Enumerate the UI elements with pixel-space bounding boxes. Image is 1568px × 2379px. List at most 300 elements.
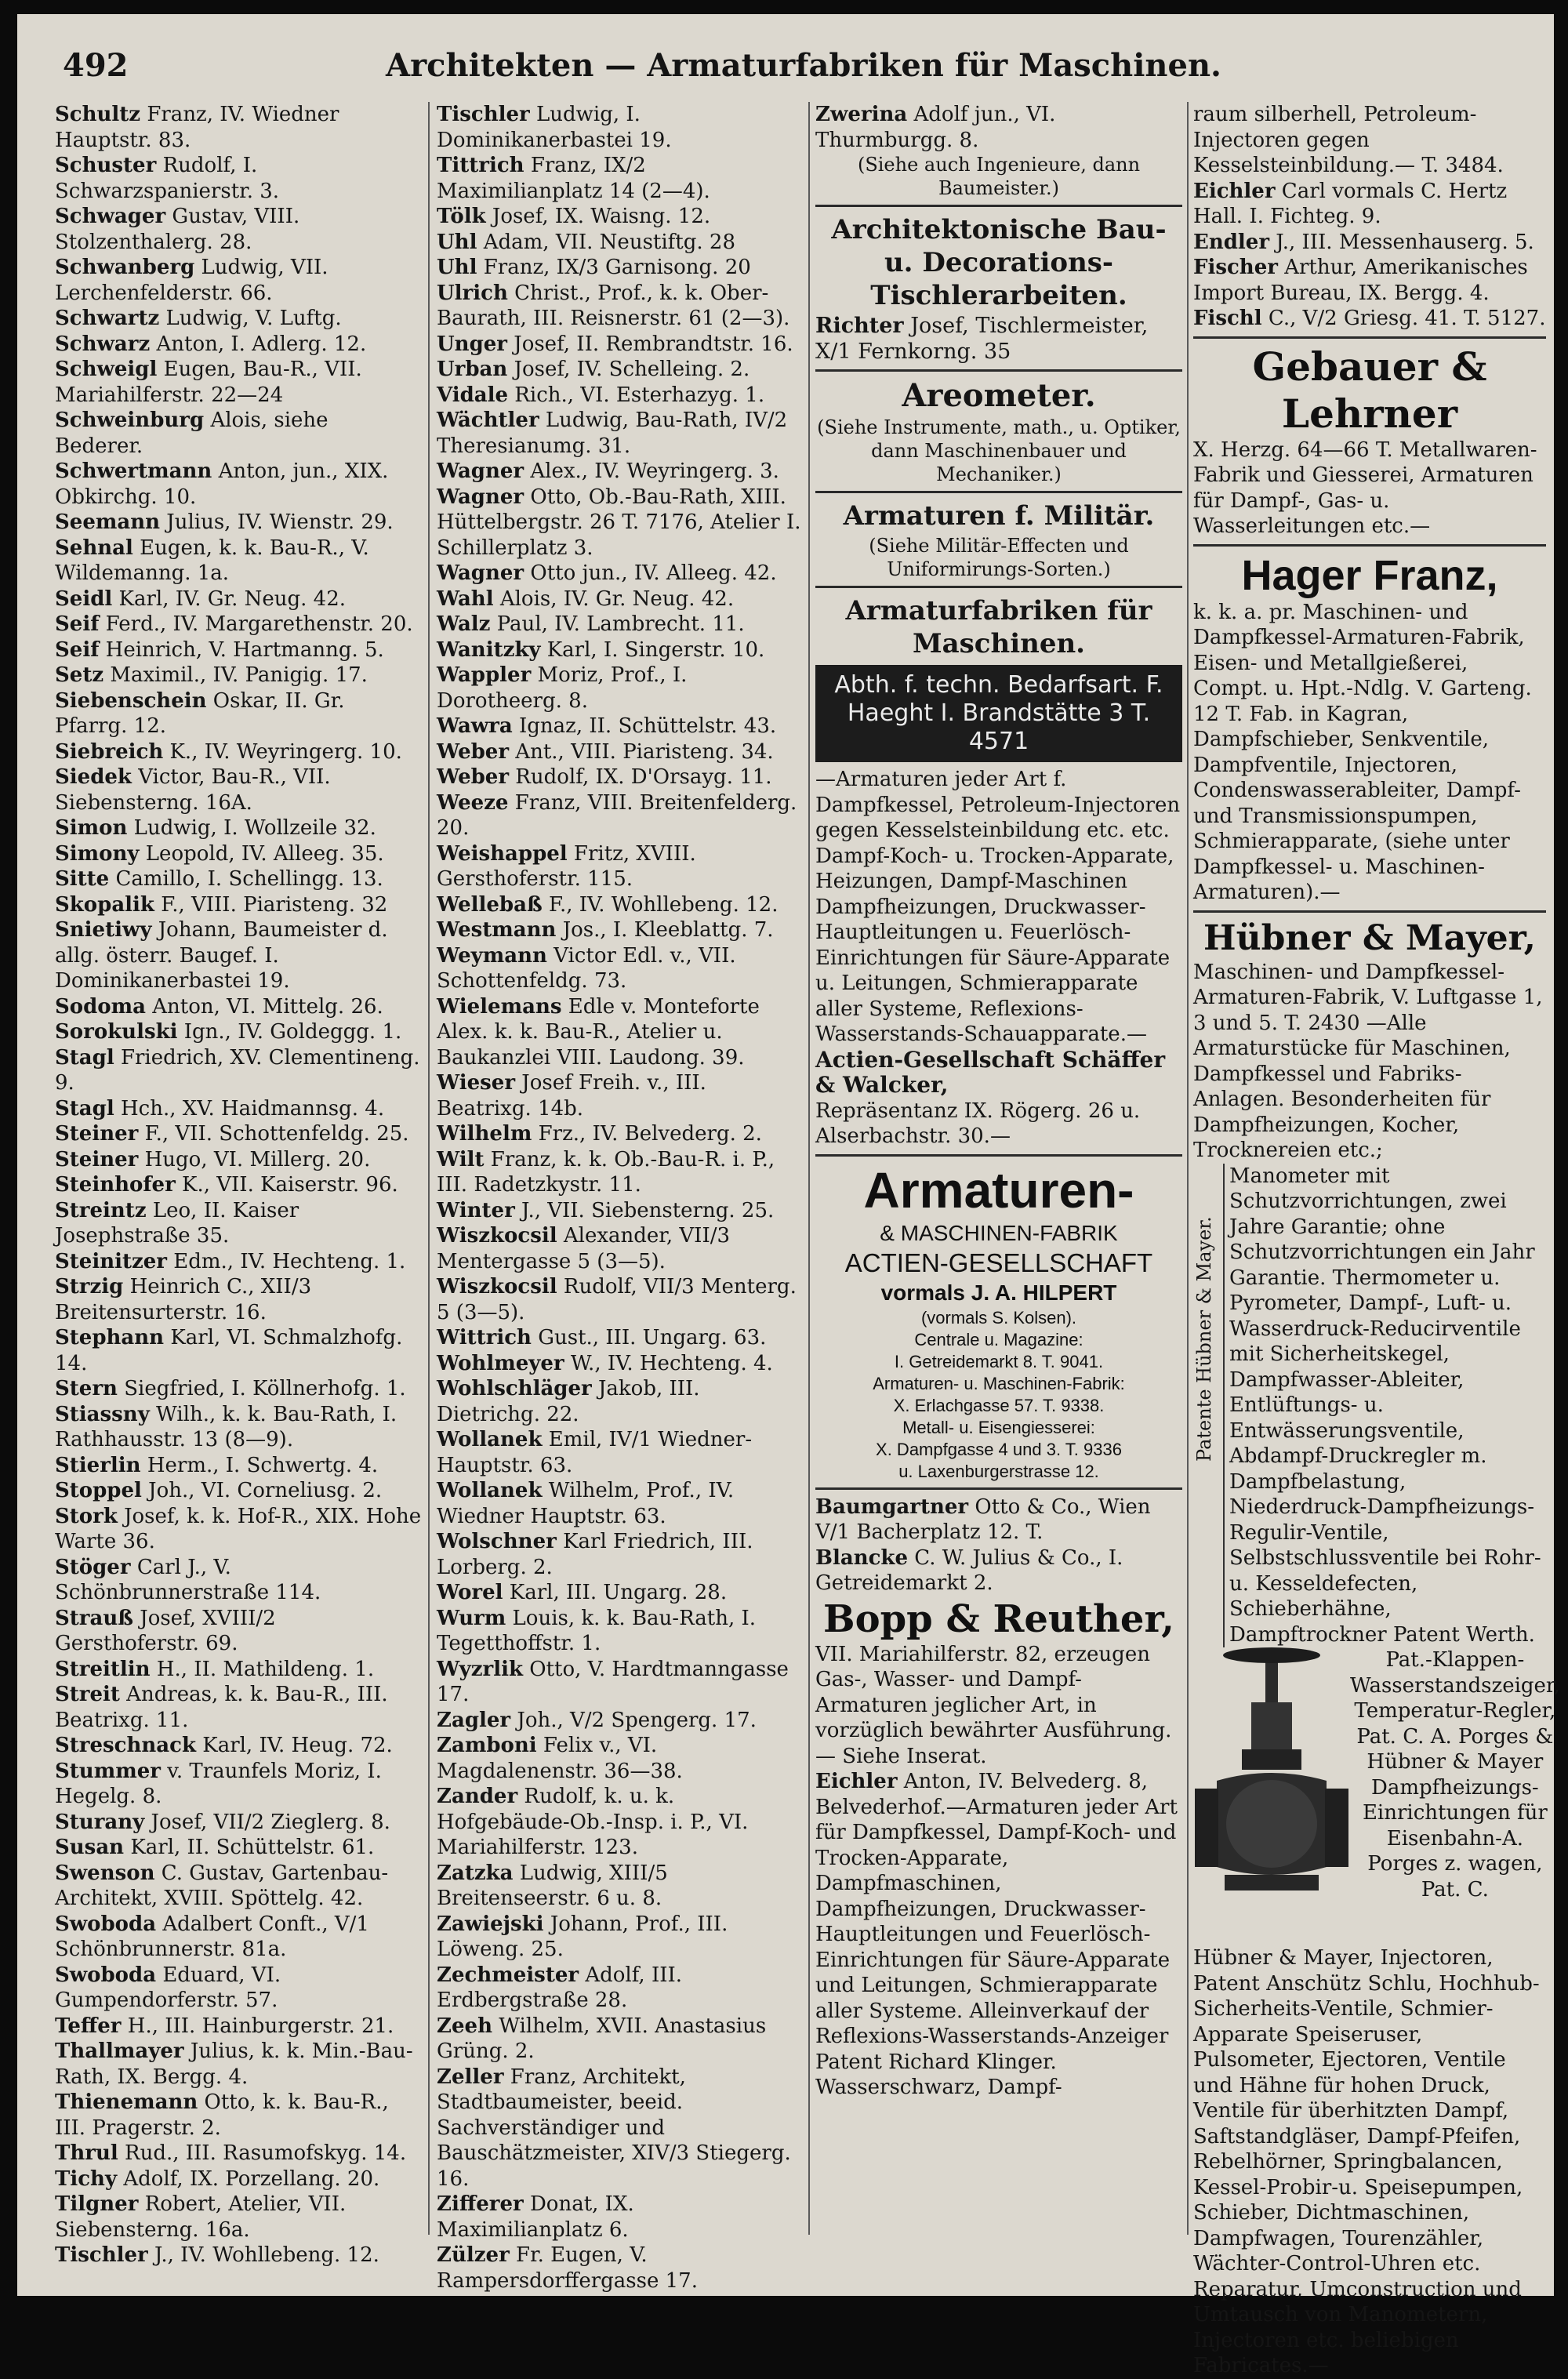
entry-name: Tölk <box>437 205 486 228</box>
entry-details: Eugen, k. k. Bau-R., V. Wildemanng. 1a. <box>55 536 369 585</box>
directory-entry <box>437 1529 804 1580</box>
directory-entry <box>55 1912 422 1963</box>
entry-details: Ign., IV. Goldeggg. 1. <box>177 1020 402 1044</box>
continued-text: raum silberhell, Petroleum-Injectoren gegen Kesselsteinbildung.— T. 3484. <box>1193 103 1504 177</box>
entry-name: Baumgartner <box>815 1495 969 1519</box>
directory-entry <box>55 1759 422 1810</box>
patent-list <box>1193 1164 1546 1648</box>
entry-details: Siegfried, I. Köllnerhofg. 1. <box>117 1377 406 1400</box>
entry-name: Wielemans <box>437 994 562 1019</box>
directory-entry <box>55 587 422 612</box>
directory-entry <box>55 1249 422 1275</box>
ad-line: X. Erlachgasse 57. T. 9338. <box>893 1395 1105 1415</box>
section-divider <box>815 586 1182 588</box>
entry-name: Stummer <box>55 1759 161 1783</box>
directory-entry <box>815 1769 1182 2101</box>
entry-name: Schwarz <box>55 332 151 356</box>
directory-entry <box>437 1606 804 1657</box>
entry-name: Weishappel <box>437 841 568 866</box>
entry-name: Wagner <box>437 561 524 585</box>
ad-text: k. k. a. pr. Maschinen- und Dampfkessel-Armaturen-Fabrik, Eisen- und Metallgießerei, Compt. u. Hpt.-Ndlg. V. Garteng. 12 T. Fab. in Kagran, Dampfschieber, Senkventile, Dampfventile, Injectoren, Condenswasserableiter, Dampf- und Transmissionspumpen, Schmierapparate, (siehe unter Dampfkessel- u. Maschinen-Armaturen).— <box>1193 600 1532 904</box>
entry-details: Anton, VI. Mittelg. 26. <box>146 994 383 1019</box>
directory-entry <box>437 1708 804 1734</box>
entry-details: Fr. Eugen, V. Rampersdorffergasse 17. <box>437 2243 698 2293</box>
entry-name: Stagl <box>55 1096 114 1120</box>
directory-entry <box>55 1478 422 1504</box>
directory-entry <box>55 892 422 918</box>
directory-entry <box>55 612 422 637</box>
entry-details: Louis, k. k. Bau-Rath, I. Tegetthoffstr. 1. <box>437 1606 757 1655</box>
entry-details: Josef, XVIII/2 Gersthoferstr. 69. <box>55 1606 276 1655</box>
entry-details: Ludwig, XIII/5 Breitenseerstr. 6 u. 8. <box>437 1861 668 1910</box>
directory-entry <box>55 1810 422 1836</box>
section-heading-armaturen-militaer: Armaturen f. Militär. <box>843 500 1155 532</box>
column-1 <box>55 102 422 2267</box>
entry-details: Carl vormals C. Hertz Hall. I. Fichteg. 9. <box>1193 179 1508 228</box>
entry-details: Hch., XV. Haidmannsg. 4. <box>114 1096 385 1120</box>
entry-details: F., IV. Wohllebeng. 12. <box>542 892 779 917</box>
directory-entry <box>437 2014 804 2065</box>
entry-details: Wilhelm, Prof., IV. Wiedner Hauptstr. 63. <box>437 1479 735 1528</box>
entry-details: Franz, Architekt, Stadtbaumeister, beeid. Sachverständiger und Bauschätzmeister, XIV/3 Stiegerg. 16. <box>437 2065 791 2191</box>
directory-entry <box>55 536 422 587</box>
directory-entry <box>55 1096 422 1122</box>
entry-details: Julius, k. k. Min.-Bau-Rath, IX. Bergg. 4. <box>55 2039 413 2089</box>
directory-entry <box>437 204 804 230</box>
entry-details: Karl Friedrich, III. Lorberg. 2. <box>437 1530 753 1579</box>
section-heading-armaturfabriken: Armaturfabriken für Maschinen. <box>845 595 1152 659</box>
entry-name: Seif <box>55 612 100 636</box>
patent-items <box>1223 1164 1546 1648</box>
entry-details: Emil, IV/1 Wiedner-Hauptstr. 63. <box>437 1428 753 1477</box>
directory-entry <box>437 332 804 358</box>
entry-name: Stierlin <box>55 1453 141 1477</box>
directory-entry <box>437 1580 804 1606</box>
directory-entry <box>55 2141 422 2167</box>
directory-entry <box>437 1147 804 1198</box>
section-heading-tischlerarbeiten: Architektonische Bau- u. Decorations-Tischlerarbeiten. <box>831 214 1167 311</box>
directory-entry <box>437 1963 804 2014</box>
directory-entry <box>55 306 422 332</box>
directory-entry <box>437 1427 804 1478</box>
entry-name: Blancke <box>815 1545 908 1570</box>
entry-details: Christ., Prof., k. k. Ober-Baurath, III. Reisnerstr. 61 (2—3). <box>437 281 790 330</box>
entry-details: Alois, siehe Bederer. <box>55 409 328 458</box>
directory-entry <box>437 1861 804 1912</box>
section-divider <box>815 491 1182 493</box>
entry-name: Wollanek <box>437 1479 543 1502</box>
entry-details: Heinrich, V. Hartmanng. 5. <box>99 637 384 662</box>
directory-entry <box>55 1504 422 1555</box>
directory-entry <box>55 663 422 688</box>
entry-name: Strauß <box>55 1606 133 1630</box>
directory-entry <box>1193 179 1546 230</box>
entry-details: Eugen, Bau-R., VII. Mariahilferstr. 22—24 <box>55 358 362 407</box>
entry-name: Stern <box>55 1377 118 1400</box>
directory-entry <box>55 1402 422 1453</box>
entry-name: Wiszkocsil <box>437 1275 557 1298</box>
ad-text: VII. Mariahilferstr. 82, erzeugen Gas-, Wasser- und Dampf-Armaturen jeglicher Art, in vorzüglich bewährter Ausführung.— Siehe Inserat. <box>815 1642 1172 1768</box>
directory-entry <box>437 230 804 256</box>
entry-name: Fischl <box>1193 307 1262 330</box>
directory-entry <box>55 1606 422 1657</box>
entry-details: Herm., I. Schwertg. 4. <box>140 1453 379 1477</box>
entry-details: Edle v. Monteforte Alex. k. k. Bau-R., Atelier u. Baukanzlei VIII. Laudong. 39. <box>437 994 760 1070</box>
directory-entry <box>437 459 804 485</box>
directory-entry <box>437 1070 804 1121</box>
directory-entry <box>437 561 804 587</box>
entry-name: Schwanberg <box>55 256 195 279</box>
entry-name: Skopalik <box>55 892 154 917</box>
directory-entry <box>815 102 1182 153</box>
section-divider <box>1193 910 1546 913</box>
directory-entry <box>437 1733 804 1784</box>
entry-name: Winter <box>437 1198 515 1222</box>
entry-name: Setz <box>55 663 104 687</box>
directory-entry <box>815 1545 1182 1596</box>
directory-entry <box>437 1784 804 1861</box>
entry-details: Karl, VI. Schmalzhofg. 14. <box>55 1326 403 1375</box>
entry-details: Josef, VII/2 Zieglerg. 8. <box>144 1810 390 1834</box>
ad-line: u. Laxenburgerstrasse 12. <box>898 1461 1099 1481</box>
directory-entry <box>437 917 804 943</box>
entry-name: Eichler <box>1193 179 1276 203</box>
column-2 <box>437 102 804 2293</box>
entry-name: Weber <box>437 739 510 764</box>
entry-details: Edm., IV. Hechteng. 1. <box>167 1249 406 1273</box>
entry-details: Donat, IX. Maximilianplatz 6. <box>437 2192 634 2242</box>
column-divider <box>1187 102 1189 2235</box>
section-divider <box>815 1487 1182 1490</box>
entry-details: Ludwig, Bau-Rath, IV/2 Theresianumg. 31. <box>437 409 788 458</box>
entry-name: Wellebaß <box>437 892 543 917</box>
entry-details: Otto jun., IV. Alleeg. 42. <box>524 561 777 585</box>
entry-name: Zander <box>437 1785 518 1808</box>
entry-name: Siedek <box>55 765 132 789</box>
entry-name: Endler <box>1193 230 1270 254</box>
ad-text: —Armaturen jeder Art f. Dampfkessel, Petroleum-Injectoren gegen Kesselsteinbildung etc. etc. Dampf-Koch- u. Trocken-Apparate, Heizungen, Dampf-Maschinen Dampfheizungen, Druckwasser-Hauptleitungen u. Feuerlösch-Einrichtungen für Säure-Apparate u. Leitungen, Schmierapparate aller Systeme, Reflexions-Wasserstands-Schauapparate.— <box>815 768 1181 1046</box>
section-divider <box>815 205 1182 207</box>
entry-details: Anton, IV. Belvederg. 8, Belvederhof.—Armaturen jeder Art für Dampfkessel, Dampf-Koch- und Trocken-Apparate, Dampfmaschinen, Dampfheizungen, Druckwasser-Hauptleitungen und Feuerlösch-Einrichtungen für Säure-Apparate und Leitungen, Schmierapparate aller Systeme. Alleinverkauf der Reflexions-Wasserstands-Anzeiger Patent Richard Klinger. Wasserschwarz, Dampf- <box>815 1770 1178 2099</box>
directory-entry <box>55 688 422 739</box>
entry-name: Swenson <box>55 1861 155 1885</box>
entry-name: Richter <box>815 314 904 338</box>
directory-entry <box>815 314 1182 365</box>
ad-text: X. Herzg. 64—66 T. Metallwaren-Fabrik und Giesserei, Armaturen für Dampf-, Gas- u. Wasserleitungen etc.— <box>1193 438 1537 538</box>
entry-details: Heinrich C., XII/3 Breitensurterstr. 16. <box>55 1275 312 1324</box>
entry-name: Thienemann <box>55 2090 198 2114</box>
directory-entry <box>55 765 422 815</box>
entry-name: Wiszkocsil <box>437 1224 557 1248</box>
entry-name: Weeze <box>437 790 509 815</box>
entry-name: Ulrich <box>437 281 508 305</box>
entry-details: Maximil., IV. Panigig. 17. <box>103 663 368 687</box>
entry-name: Steinitzer <box>55 1249 167 1273</box>
entry-name: Tittrich <box>437 154 524 177</box>
directory-entry <box>55 102 422 153</box>
column-divider <box>808 102 810 2235</box>
directory-entry <box>55 739 422 765</box>
entry-name: Stiassny <box>55 1402 150 1426</box>
entry-details: C. Gustav, Gartenbau-Architekt, XVIII. Spöttelg. 42. <box>55 1861 389 1910</box>
entry-details: Ant., VIII. Piaristeng. 34. <box>509 739 774 764</box>
directory-entry <box>55 1325 422 1376</box>
entry-details: Victor Edl. v., VII. Schottenfeldg. 73. <box>437 943 736 993</box>
entry-name: Schuster <box>55 154 157 177</box>
entry-details: Victor, Bau-R., VII. Siebensterng. 16A. <box>55 765 331 815</box>
directory-entry <box>55 357 422 408</box>
entry-details: Wilhelm, XVII. Anastasius Grüng. 2. <box>437 2014 767 2063</box>
directory-entry <box>437 994 804 1071</box>
entry-details: Franz, VIII. Breitenfelderg. 20. <box>437 790 797 840</box>
entry-name: Susan <box>55 1836 125 1859</box>
entry-name: Zawiejski <box>437 1912 544 1936</box>
entry-name: Wohlschläger <box>437 1377 592 1400</box>
entry-name: Thrul <box>55 2141 118 2165</box>
directory-entry <box>1193 255 1546 306</box>
entry-details: Ludwig, I. Dominikanerbastei 19. <box>437 103 672 152</box>
entry-details: Leopold, IV. Alleeg. 35. <box>139 841 384 866</box>
entry-name: Wittrich <box>437 1326 532 1349</box>
directory-entry <box>55 204 422 255</box>
directory-entry <box>437 102 804 153</box>
directory-entry <box>55 408 422 459</box>
entry-details: J., III. Messenhauserg. 5. <box>1269 230 1534 254</box>
directory-entry <box>437 587 804 612</box>
entry-name: Wächtler <box>437 409 539 432</box>
entry-name: Uhl <box>437 230 477 254</box>
directory-entry <box>55 1376 422 1402</box>
patent-items-text: Manometer mit Schutzvorrichtungen, zwei Jahre Garantie; ohne Schutzvorrichtungen ein Jahr Garantie. Thermometer u. Pyrometer, Dampf-, Luft- u. Wasserdruck-Reducirventile mit Sicherheitskegel, Dampfwasser-Ableiter, Entlüftungs- u. Entwässerungsventile, Abdampf-Druckregler m. Dampfbelastung, Niederdruck-Dampfheizungs-Regulir-Ventile, Selbstschlussventile bei Rohr-u. Kesseldefecten, Schieberhähne, Dampftrockner Patent Werth. <box>1229 1164 1541 1647</box>
entry-details: Jakob, III. Dietrichg. 22. <box>437 1377 700 1426</box>
entry-name: Schweinburg <box>55 409 205 432</box>
entry-name: Wanitzky <box>437 637 541 662</box>
entry-name: Thallmayer <box>55 2039 184 2063</box>
ad-text: Maschinen- und Dampfkessel-Armaturen-Fabrik, V. Luftgasse 1, 3 und 5. T. 2430 —Alle Armaturstücke für Maschinen, Dampfkessel und Fabriks-Anlagen. Besonderheiten für Dampfheizungen, Kocher, Trocknereien etc.; <box>1193 960 1543 1162</box>
entry-details: H., II. Mathildeng. 1. <box>150 1657 375 1681</box>
entry-name: Zechmeister <box>437 1963 579 1987</box>
entry-details: Anton, jun., XIX. Obkirchg. 10. <box>55 459 389 509</box>
entry-name: Swoboda <box>55 1963 157 1987</box>
entry-details: Ferd., IV. Margarethenstr. 20. <box>99 612 413 636</box>
entry-details: K., VII. Kaiserstr. 96. <box>175 1173 398 1197</box>
entry-details: Josef Freih. v., III. Beatrixg. 14b. <box>437 1071 706 1120</box>
directory-entry <box>55 1198 422 1249</box>
directory-entry <box>55 1733 422 1759</box>
page-number: 492 <box>63 47 129 84</box>
ad-text: Repräsentanz IX. Rögerg. 26 u. Alserbachstr. 30.— <box>815 1099 1141 1148</box>
directory-entry <box>437 2243 804 2294</box>
entry-details: Frz., IV. Belvederg. 2. <box>532 1122 762 1146</box>
entry-name: Weber <box>437 765 510 789</box>
section-divider <box>815 369 1182 372</box>
entry-name: Uhl <box>437 256 477 279</box>
entry-details: Leo, II. Kaiser Josephstraße 35. <box>55 1198 299 1248</box>
huebner-mayer-title: Hübner & Mayer, <box>1203 917 1536 958</box>
entry-name: Wyzrlik <box>437 1657 523 1681</box>
entry-list <box>815 1769 1182 2101</box>
entry-name: Urban <box>437 358 508 381</box>
entry-details: Ludwig, I. Wollzeile 32. <box>127 816 376 840</box>
directory-entry <box>437 485 804 561</box>
entry-details: Rud., III. Rasumofskyg. 14. <box>118 2141 407 2165</box>
entry-details: Josef, k. k. Hof-R., XIX. Hohe Warte 36. <box>55 1504 422 1553</box>
entry-details: Rudolf, k. u. k. Hofgebäude-Ob.-Insp. i. P., VI. Mariahilferstr. 123. <box>437 1785 749 1859</box>
entry-name: Wohlmeyer <box>437 1351 564 1375</box>
valve-icon <box>1193 1647 1350 1945</box>
directory-entry <box>55 2167 422 2192</box>
entry-name: Tilgner <box>55 2192 139 2216</box>
entry-name: Schultz <box>55 103 141 126</box>
entry-details: Otto, Ob.-Bau-Rath, XIII. Hüttelbergstr. 26 T. 7176, Atelier I. Schillerplatz 3. <box>437 485 801 560</box>
entry-details: Jos., I. Kleeblattg. 7. <box>556 918 774 942</box>
directory-entry <box>55 917 422 994</box>
entry-name: Sehnal <box>55 536 133 560</box>
entry-name: Worel <box>437 1581 503 1604</box>
bopp-reuther-title: Bopp & Reuther, <box>823 1596 1174 1641</box>
entry-name: Sitte <box>55 867 110 891</box>
entry-name: Zamboni <box>437 1734 537 1757</box>
directory-entry <box>437 663 804 714</box>
entry-details: W., IV. Hechteng. 4. <box>564 1351 773 1375</box>
page-header <box>63 47 1544 85</box>
directory-entry <box>55 459 422 510</box>
entry-name: Stagl <box>55 1045 114 1070</box>
entry-details: Carl J., V. Schönbrunnerstraße 114. <box>55 1555 321 1604</box>
valve-illustration-block <box>1193 1647 1560 1945</box>
directory-entry <box>55 815 422 841</box>
entry-name: Zifferer <box>437 2192 524 2216</box>
entry-details: Andreas, k. k. Bau-R., III. Beatrixg. 11. <box>55 1683 388 1732</box>
directory-entry <box>55 1861 422 1912</box>
entry-name: Strzig <box>55 1275 124 1298</box>
entry-details: Robert, Atelier, VII. Siebensterng. 16a. <box>55 2192 347 2242</box>
directory-entry <box>55 1045 422 1096</box>
directory-entry <box>55 2243 422 2268</box>
directory-entry <box>55 1121 422 1147</box>
directory-entry <box>437 1478 804 1529</box>
directory-entry <box>815 1495 1182 1545</box>
entry-name: Siebenschein <box>55 688 207 713</box>
directory-entry <box>55 2090 422 2141</box>
directory-entry <box>437 637 804 663</box>
directory-entry <box>55 1147 422 1173</box>
side-label-text: Patente Hübner & Mayer. <box>1193 1215 1215 1462</box>
entry-details: Arthur, Amerikanisches Import Bureau, IX. Bergg. 4. <box>1193 256 1528 305</box>
directory-entry <box>55 1555 422 1606</box>
entry-name: Wilt <box>437 1147 485 1171</box>
directory-entry <box>437 2192 804 2243</box>
entry-details: Rudolf, IX. D'Orsayg. 11. <box>509 765 772 789</box>
entry-details: Julius, IV. Wienstr. 29. <box>160 510 394 534</box>
entry-name: Steinhofer <box>55 1173 176 1197</box>
page-title: Architekten — Armaturfabriken für Maschinen. <box>386 47 1221 84</box>
entry-list <box>815 1495 1182 1596</box>
entry-details: Paul, IV. Lambrecht. 11. <box>490 612 745 636</box>
directory-entry <box>55 255 422 306</box>
directory-entry <box>55 332 422 358</box>
entry-name: Siebreich <box>55 739 164 764</box>
entry-details: Hugo, VI. Millerg. 20. <box>138 1147 371 1171</box>
entry-details: Rudolf, I. Schwarzspanierstr. 3. <box>55 154 280 203</box>
directory-entry <box>437 408 804 459</box>
directory-entry <box>437 790 804 841</box>
entry-details: Alex., IV. Weyringerg. 3. <box>524 459 779 483</box>
ad-line: & MASCHINEN-FABRIK <box>880 1220 1118 1245</box>
entry-name: Wagner <box>437 485 524 509</box>
directory-entry <box>437 1198 804 1224</box>
entry-details: Ludwig, V. Luftg. <box>159 307 342 330</box>
entry-name: Streitlin <box>55 1657 151 1681</box>
entry-details: Oskar, II. Gr. Pfarrg. 12. <box>55 688 345 738</box>
entry-details: Anton, I. Adlerg. 12. <box>150 332 367 356</box>
entry-details: Adalbert Conft., V/1 Schönbrunnerstr. 81a. <box>55 1912 369 1961</box>
entry-name: Simon <box>55 816 128 840</box>
entry-details: v. Traunfels Moriz, I. Hegelg. 8. <box>55 1759 382 1808</box>
entry-name: Steiner <box>55 1122 139 1146</box>
ad-line: Centrale u. Magazine: <box>914 1329 1083 1349</box>
entry-details: Gust., III. Ungarg. 63. <box>531 1326 767 1349</box>
entry-name: Wawra <box>437 714 513 738</box>
entry-details: F., VIII. Piaristeng. 32 <box>154 892 388 917</box>
entry-details: Joh., VI. Corneliusg. 2. <box>141 1479 383 1502</box>
entry-list <box>1193 179 1546 332</box>
entry-details: Karl, IV. Heug. 72. <box>196 1734 393 1757</box>
entry-details: C., V/2 Griesg. 41. T. 5127. <box>1261 307 1546 330</box>
section-heading-areometer: Areometer. <box>902 377 1096 414</box>
ad-line: vormals J. A. HILPERT <box>880 1280 1117 1305</box>
valve-caption-text: Pat.-Klappen-Wasserstandszeiger, Temperatur-Regler, Pat. C. A. Porges & Hübner & Mayer Dampfheizungs-Einrichtungen für Eisenbahn-A. Porges z. wagen, Pat. C. <box>1350 1648 1560 1901</box>
ad-line: X. Dampfgasse 4 und 3. T. 9336 <box>876 1439 1122 1459</box>
entry-details: Ignaz, II. Schüttelstr. 43. <box>512 714 777 738</box>
section-divider <box>1193 336 1546 339</box>
entry-details: Adolf, III. Erdbergstraße 28. <box>437 1963 683 2012</box>
entry-details: Franz, IV. Wiedner Hauptstr. 83. <box>55 103 339 152</box>
entry-name: Teffer <box>55 2014 122 2038</box>
directory-entry <box>437 1376 804 1427</box>
directory-entry <box>55 1657 422 1683</box>
directory-entry <box>55 1019 422 1045</box>
entry-name: Sodoma <box>55 994 146 1019</box>
directory-entry <box>437 943 804 994</box>
entry-name: Zwerina <box>815 103 908 126</box>
entry-details: Friedrich, XV. Clementineng. 9. <box>55 1045 420 1095</box>
directory-entry <box>55 153 422 204</box>
entry-details: Moriz, Prof., I. Dorotheerg. 8. <box>437 663 688 713</box>
entry-name: Schwartz <box>55 307 160 330</box>
entry-details: Josef, II. Rembrandtstr. 16. <box>507 332 793 356</box>
directory-entry <box>55 1453 422 1479</box>
directory-entry <box>55 637 422 663</box>
column-divider <box>428 102 430 2235</box>
entry-details: Rich., VI. Esterhazyg. 1. <box>508 383 765 407</box>
entry-details: Adam, VII. Neustiftg. 28 <box>477 230 736 254</box>
company-name: Actien-Gesellschaft Schäffer & Walcker, <box>815 1046 1166 1098</box>
entry-name: Eichler <box>815 1770 898 1793</box>
entry-name: Streschnack <box>55 1734 196 1757</box>
entry-name: Streit <box>55 1683 120 1706</box>
entry-name: Wilhelm <box>437 1122 532 1146</box>
entry-details: Johann, Prof., III. Löweng. 25. <box>437 1912 728 1961</box>
entry-name: Zeeh <box>437 2014 492 2038</box>
entry-details: Fritz, XVIII. Gersthoferstr. 115. <box>437 841 696 891</box>
valve-caption <box>1350 1647 1560 1945</box>
entry-details: Otto & Co., Wien V/1 Bacherplatz 12. T. <box>815 1495 1151 1544</box>
entry-name: Wahl <box>437 587 494 611</box>
entry-name: Snietiwy <box>55 918 152 942</box>
entry-details: Otto, k. k. Bau-R., III. Pragerstr. 2. <box>55 2090 389 2140</box>
entry-details: Gustav, VIII. Stolzenthalerg. 28. <box>55 205 300 254</box>
